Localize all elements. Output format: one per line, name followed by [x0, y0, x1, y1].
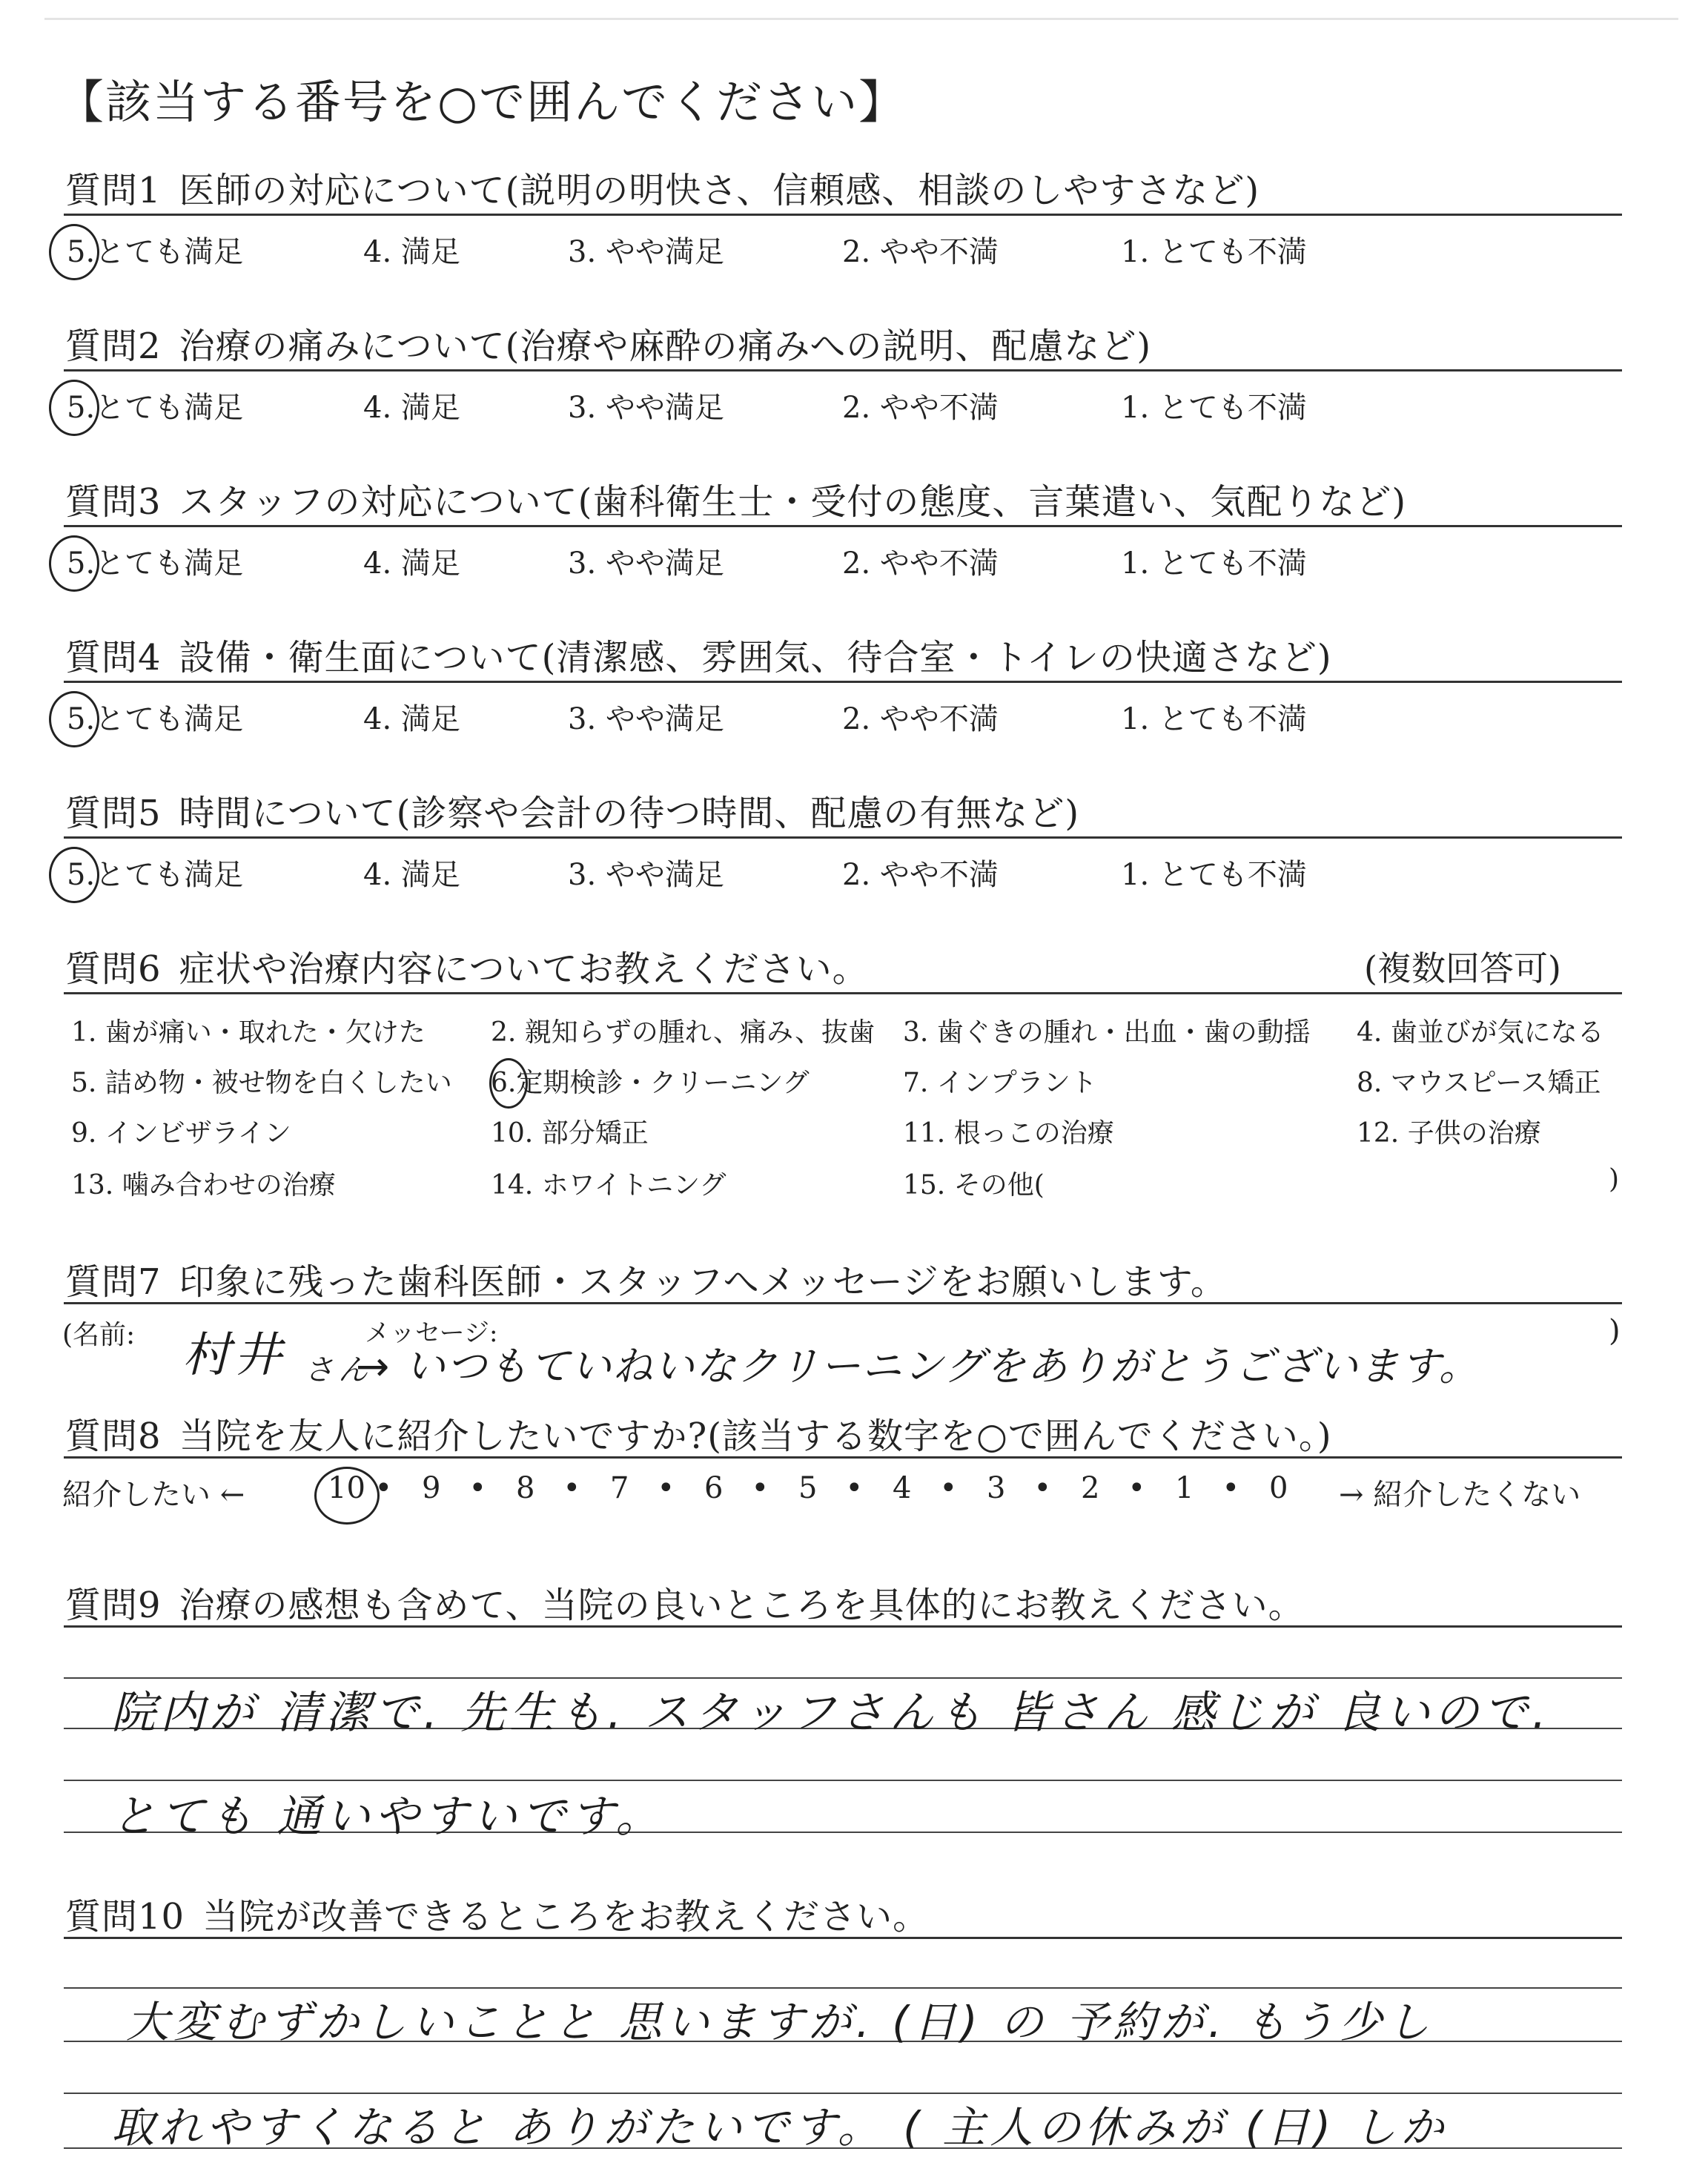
- q8-scale-value[interactable]: 8: [516, 1471, 535, 1505]
- q5-title: [65, 785, 1079, 836]
- q8-scale-separator: •: [1033, 1471, 1052, 1505]
- q7-rule: [64, 1302, 1622, 1304]
- q2-option[interactable]: 3. やや満足: [568, 391, 724, 425]
- q6-option[interactable]: 4. 歯並びが気になる: [1357, 1017, 1604, 1048]
- top-divider: [44, 18, 1678, 20]
- q4-option[interactable]: 4. 満足: [363, 702, 460, 736]
- q6-option[interactable]: 10. 部分矯正: [491, 1118, 649, 1149]
- q2-option[interactable]: 4. 満足: [363, 391, 460, 425]
- q4-rule: [64, 681, 1622, 683]
- q1-number: 質問1: [65, 170, 162, 211]
- q8-scale-separator: •: [845, 1471, 864, 1505]
- q5-option[interactable]: 1. とても不満: [1121, 858, 1307, 892]
- q10-answer-handwritten: 大変むずかしいことと 思いますが. (日) の 予約が. もう少し: [126, 1997, 1434, 2047]
- q3-title: [65, 473, 1406, 524]
- q6-option[interactable]: 12. 子供の治療: [1357, 1118, 1541, 1149]
- q2-rule: [64, 369, 1622, 371]
- q1-rule: [64, 214, 1622, 216]
- q3-rule: [64, 525, 1622, 527]
- q7-name-suffix-handwritten: さん: [304, 1353, 372, 1387]
- q6-selection-circle: [489, 1058, 528, 1109]
- q8-scale-separator: •: [563, 1471, 581, 1505]
- q8-scale-separator: •: [1128, 1471, 1146, 1505]
- q10-rule: [64, 1937, 1622, 1939]
- q9-title: [65, 1576, 1305, 1628]
- q1-option[interactable]: 3. やや満足: [568, 235, 724, 269]
- q7-number: 質問7: [65, 1261, 162, 1303]
- q7-message-label: メッセージ:: [365, 1318, 498, 1348]
- q6-option[interactable]: 15. その他(: [903, 1170, 1045, 1200]
- q6-option[interactable]: 5. 詰め物・被せ物を白くしたい: [71, 1068, 452, 1098]
- q8-scale-value[interactable]: 7: [610, 1471, 629, 1505]
- q5-option[interactable]: 2. やや不満: [842, 858, 999, 892]
- q2-text: 治療の痛みについて(治療や麻酔の痛みへの説明、配慮など): [179, 326, 1152, 367]
- q3-option[interactable]: 4. 満足: [363, 546, 460, 581]
- q4-text: 設備・衛生面について(清潔感、雰囲気、待合室・トイレの快適さなど): [179, 637, 1332, 678]
- q8-title: [65, 1407, 1332, 1459]
- q8-scale-separator: •: [1222, 1471, 1240, 1505]
- q3-text: スタッフの対応について(歯科衛生士・受付の態度、言葉遣い、気配りなど): [179, 481, 1407, 523]
- q6-option[interactable]: 9. インビザライン: [71, 1118, 291, 1149]
- q7-text: 印象に残った歯科医師・スタッフへメッセージをお願いします。: [179, 1261, 1227, 1303]
- q6-option[interactable]: 1. 歯が痛い・取れた・欠けた: [71, 1017, 426, 1048]
- q2-selection-circle: [49, 380, 99, 436]
- q5-rule: [64, 836, 1622, 839]
- q8-scale-value[interactable]: 2: [1081, 1471, 1100, 1505]
- q8-number: 質問8: [65, 1416, 162, 1457]
- q8-scale-value[interactable]: 6: [704, 1471, 724, 1505]
- q3-number: 質問3: [65, 481, 162, 523]
- q6-title: [65, 940, 869, 991]
- q6-option[interactable]: 13. 噛み合わせの治療: [71, 1170, 336, 1200]
- q3-option[interactable]: 3. やや満足: [568, 546, 724, 581]
- q8-scale-value[interactable]: 10: [328, 1471, 365, 1505]
- q9-number: 質問9: [65, 1585, 162, 1626]
- q1-option[interactable]: 5.とても満足: [67, 235, 244, 269]
- q5-option[interactable]: 4. 満足: [363, 858, 460, 892]
- q8-selection-circle: [314, 1467, 380, 1525]
- q1-text: 医師の対応について(説明の明快さ、信頼感、相談のしやすさなど): [179, 170, 1260, 211]
- q8-right-label: → 紹介したくない: [1339, 1478, 1581, 1512]
- q5-option[interactable]: 5.とても満足: [67, 858, 244, 892]
- q7-title: [65, 1253, 1227, 1304]
- q4-option[interactable]: 5.とても満足: [67, 702, 244, 736]
- q6-option[interactable]: 7. インプラント: [903, 1068, 1097, 1098]
- q6-number: 質問6: [65, 948, 162, 990]
- q1-option[interactable]: 1. とても不満: [1121, 235, 1307, 269]
- q7-name-label: (名前:: [62, 1320, 136, 1350]
- q6-text: 症状や治療内容についてお教えください。: [179, 948, 869, 990]
- q7-name-handwritten: 村井: [182, 1328, 286, 1383]
- q10-number: 質問10: [65, 1896, 185, 1938]
- q2-option[interactable]: 2. やや不満: [842, 391, 999, 425]
- q10-title: [65, 1888, 929, 1939]
- q4-selection-circle: [49, 691, 99, 747]
- q1-option[interactable]: 4. 満足: [363, 235, 460, 269]
- q6-option[interactable]: 11. 根っこの治療: [903, 1118, 1114, 1149]
- q4-option[interactable]: 3. やや満足: [568, 702, 724, 736]
- q3-option[interactable]: 1. とても不満: [1121, 546, 1307, 581]
- page-title: 【該当する番号を○で囲んでください】: [58, 75, 907, 129]
- q8-scale-value[interactable]: 0: [1269, 1471, 1288, 1505]
- q6-option[interactable]: 2. 親知らずの腫れ、痛み、抜歯: [491, 1017, 875, 1048]
- q8-left-label: 紹介したい ←: [62, 1478, 245, 1512]
- q5-selection-circle: [49, 847, 99, 903]
- q8-scale-separator: •: [939, 1471, 958, 1505]
- q5-option[interactable]: 3. やや満足: [568, 858, 724, 892]
- q8-text: 当院を友人に紹介したいですか?(該当する数字を○で囲んでください。): [179, 1416, 1332, 1457]
- q8-rule: [64, 1456, 1622, 1459]
- q4-title: [65, 629, 1332, 680]
- q2-number: 質問2: [65, 326, 162, 367]
- q7-close-paren: ): [1609, 1314, 1621, 1348]
- q6-option[interactable]: 8. マウスピース矯正: [1357, 1068, 1601, 1098]
- q4-number: 質問4: [65, 637, 162, 678]
- q9-rule: [64, 1625, 1622, 1628]
- q10-text: 当院が改善できるところをお教えください。: [202, 1896, 930, 1938]
- q8-scale-separator: •: [374, 1471, 393, 1505]
- q6-rule: [64, 992, 1622, 994]
- q5-number: 質問5: [65, 793, 162, 834]
- q8-scale-value[interactable]: 3: [987, 1471, 1006, 1505]
- q6-option[interactable]: 6.定期検診・クリーニング: [491, 1068, 810, 1098]
- q8-scale-value[interactable]: 9: [422, 1471, 441, 1505]
- q1-option[interactable]: 2. やや不満: [842, 235, 999, 269]
- q1-selection-circle: [49, 224, 99, 280]
- q6-close-paren: ): [1609, 1164, 1620, 1195]
- q8-scale-value[interactable]: 1: [1175, 1471, 1194, 1505]
- q6-option[interactable]: 14. ホワイトニング: [491, 1170, 726, 1200]
- q2-option[interactable]: 1. とても不満: [1121, 391, 1307, 425]
- q8-scale-value[interactable]: 4: [893, 1471, 912, 1505]
- q7-message-handwritten: → いつもていねいなクリーニングをありがとうございます。: [356, 1343, 1481, 1390]
- q9-answer-handwritten: 院内が 清潔で. 先生も. スタッフさんも 皆さん 感じが 良いので.: [111, 1687, 1551, 1739]
- q4-option[interactable]: 1. とても不満: [1121, 702, 1307, 736]
- q3-option[interactable]: 2. やや不満: [842, 546, 999, 581]
- q8-scale-separator: •: [469, 1471, 487, 1505]
- q2-title: [65, 317, 1151, 369]
- q5-text: 時間について(診察や会計の待つ時間、配慮の有無など): [179, 793, 1080, 834]
- q9-answer-handwritten: とても 通いやすいです。: [111, 1791, 665, 1843]
- q3-selection-circle: [49, 535, 99, 592]
- q10-answer-handwritten: 取れやすくなると ありがたいです。 ( 主人の休みが (日) しか: [111, 2102, 1449, 2153]
- q6-option[interactable]: 3. 歯ぐきの腫れ・出血・歯の動揺: [903, 1017, 1311, 1048]
- q8-scale-separator: •: [657, 1471, 675, 1505]
- q1-title: [65, 162, 1260, 213]
- q8-scale-value[interactable]: 5: [798, 1471, 818, 1505]
- q9-text: 治療の感想も含めて、当院の良いところを具体的にお教えください。: [179, 1585, 1305, 1626]
- q2-option[interactable]: 5.とても満足: [67, 391, 244, 425]
- q3-option[interactable]: 5.とても満足: [67, 546, 244, 581]
- q4-option[interactable]: 2. やや不満: [842, 702, 999, 736]
- q6-note: (複数回答可): [1364, 948, 1561, 988]
- q8-scale-separator: •: [751, 1471, 769, 1505]
